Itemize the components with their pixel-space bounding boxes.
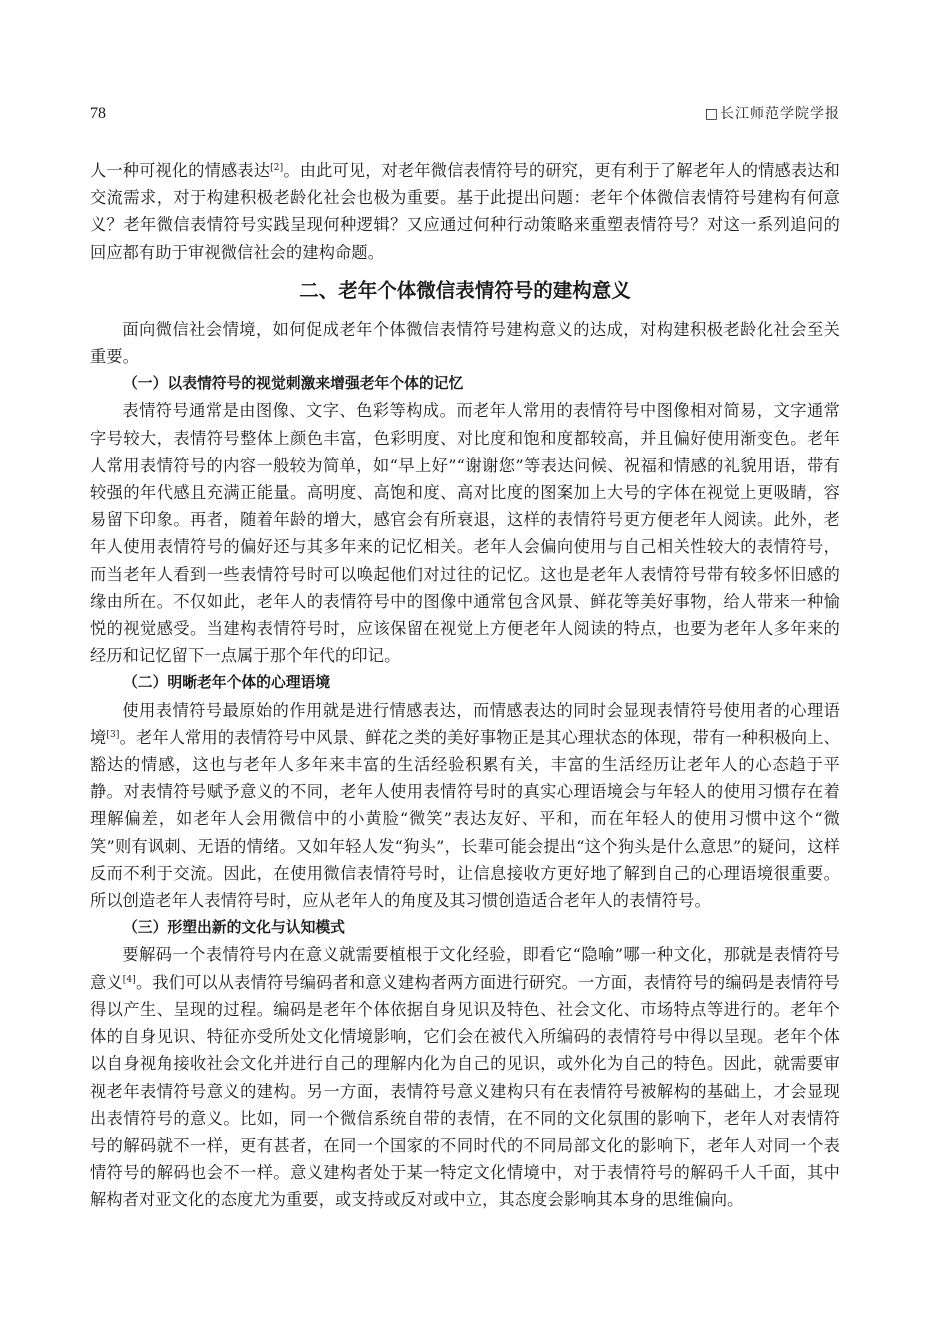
citation-3[interactable]: [3] — [106, 729, 120, 740]
journal-title — [705, 103, 840, 123]
subsection-heading-2: （二）明晰老年个体的心理语境 — [123, 674, 331, 692]
subsection-3-text-part-1: 要解码一个表情符号内在意义就需要植根于文化经验，即看它“隐喻”哪一种文化，那就是表情符号意义 — [90, 945, 840, 992]
subsection-3-paragraph — [90, 941, 840, 1213]
section-title: 二、老年个体微信表情符号的建构意义 — [299, 278, 631, 302]
page-number: 78 — [90, 105, 106, 122]
subsection-2-paragraph — [90, 697, 840, 915]
citation-4[interactable]: [4] — [122, 974, 136, 985]
article-body — [90, 157, 840, 1214]
section-lead-paragraph: 面向微信社会情境，如何促成老年个体微信表情符号建构意义的达成，对构建积极老龄化社会至关重要。 — [90, 319, 840, 367]
square-glyph-icon: □ — [704, 106, 719, 122]
citation-2[interactable]: [2] — [270, 163, 284, 173]
running-header — [90, 103, 840, 123]
intro-text-part-1: 人一种可视化的情感表达 — [90, 161, 271, 180]
subsection-heading-3: （三）形塑出新的文化与认知模式 — [123, 919, 345, 937]
subsection-1-paragraph: 表情符号通常是由图像、文字、色彩等构成。而老年人常用的表情符号中图像相对简易，文字通常字号较大，表情符号整体上颜色丰富，色彩明度、对比度和饱和度都较高，并且偏好使用渐变色。老年人常用表情符号的内容一般较为简单，如“早上好”“谢谢您”等表达问候、祝福和情感的礼貌用语，带有较强的年代感且充满正能量。高明度、高饱和度、高对比度的图案加上大号的字体在视觉上更吸睛，容易留下印象。再者，随着年龄的增大，感官会有所衰退，这样的表情符号更方便老年人阅读。此外，老年人使用表情符号的偏好还与其多年来的记忆相关。老年人会偏向使用与自己相关性较大的表情符号，而当老年人看到一些表情符号时可以唤起他们对过往的记忆。这也是老年人表情符号带有较多怀旧感的缘由所在。不仅如此，老年人的表情符号中的图像中通常包含风景、鲜花等美好事物，给人带来一种愉悦的视觉感受。当建构表情符号时，应该保留在视觉上方便老年人阅读的特点，也要为老年人多年来的经历和记忆留下一点属于那个年代的印记。 — [90, 401, 840, 666]
intro-text-part-2: 。由此可见，对老年微信表情符号的研究，更有利于了解老年人的情感表达和交流需求，对于构建积极老龄化社会也极为重要。基于此提出问题：老年个体微信表情符号建构有何意义？老年微信表情符号实践呈现何种逻辑？又应通过何种行动策略来重塑表情符号？对这一系列追问的回应都有助于审视微信社会的建构命题。 — [90, 161, 840, 262]
subsection-3-text-part-2: 。我们可以从表情符号编码者和意义建构者两方面进行研究。一方面，表情符号的编码是表情符号得以产生、呈现的过程。编码是老年个体依据自身见识及特色、社会文化、市场特点等进行的。老年个体的自身见识、特征亦受所处文化情境影响，它们会在被代入所编码的表情符号中得以呈现。老年个体以自身视角接收社会文化并进行自己的理解内化为自己的见识，或外化为自己的特色。因此，就需要审视老年表情符号意义的建构。另一方面，表情符号意义建构只有在表情符号被解构的基础上，才会显现出表情符号的意义。比如，同一个微信系统自带的表情，在不同的文化氛围的影响下，老年人对表情符号的解码就不一样，更有甚者，在同一个国家的不同时代的不同局部文化的影响下，老年人对同一个表情符号的解码也会不一样。意义建构者处于某一特定文化情境中，对于表情符号的解码千人千面，其中解构者对亚文化的态度尤为重要，或支持或反对或中立，其态度会影响其本身的思维偏向。 — [90, 972, 840, 1210]
journal-name: 长江师范学院学报 — [720, 106, 840, 122]
subsection-heading-1: （一）以表情符号的视觉刺激来增强老年个体的记忆 — [123, 375, 464, 393]
intro-paragraph — [90, 157, 840, 266]
subsection-2-text-part-1: 使用表情符号最原始的作用就是进行情感表达，而情感表达的同时会显现表情符号使用者的心理语境 — [90, 700, 840, 747]
subsection-2-text-part-2: 。老年人常用的表情符号中风景、鲜花之类的美好事物正是其心理状态的体现，带有一种积极向上、豁达的情感，这也与老年人多年来丰富的生活经验积累有关，丰富的生活经历让老年人的心态趋于平静。对表情符号赋予意义的不同，老年人使用表情符号时的真实心理语境会与年轻人的使用习惯存在着理解偏差，如老年人会用微信中的小黄脸“微笑”表达友好、平和，而在年轻人的使用习惯中这个“微笑”则有讽刺、无语的情绪。又如年轻人发“狗头”，长辈可能会提出“这个狗头是什么意思”的疑问，这样反而不利于交流。因此，在使用微信表情符号时，让信息接收方更好地了解到自己的心理语境很重要。所以创造老年人表情符号时，应从老年人的角度及其习惯创造适合老年人的表情符号。 — [90, 727, 840, 911]
